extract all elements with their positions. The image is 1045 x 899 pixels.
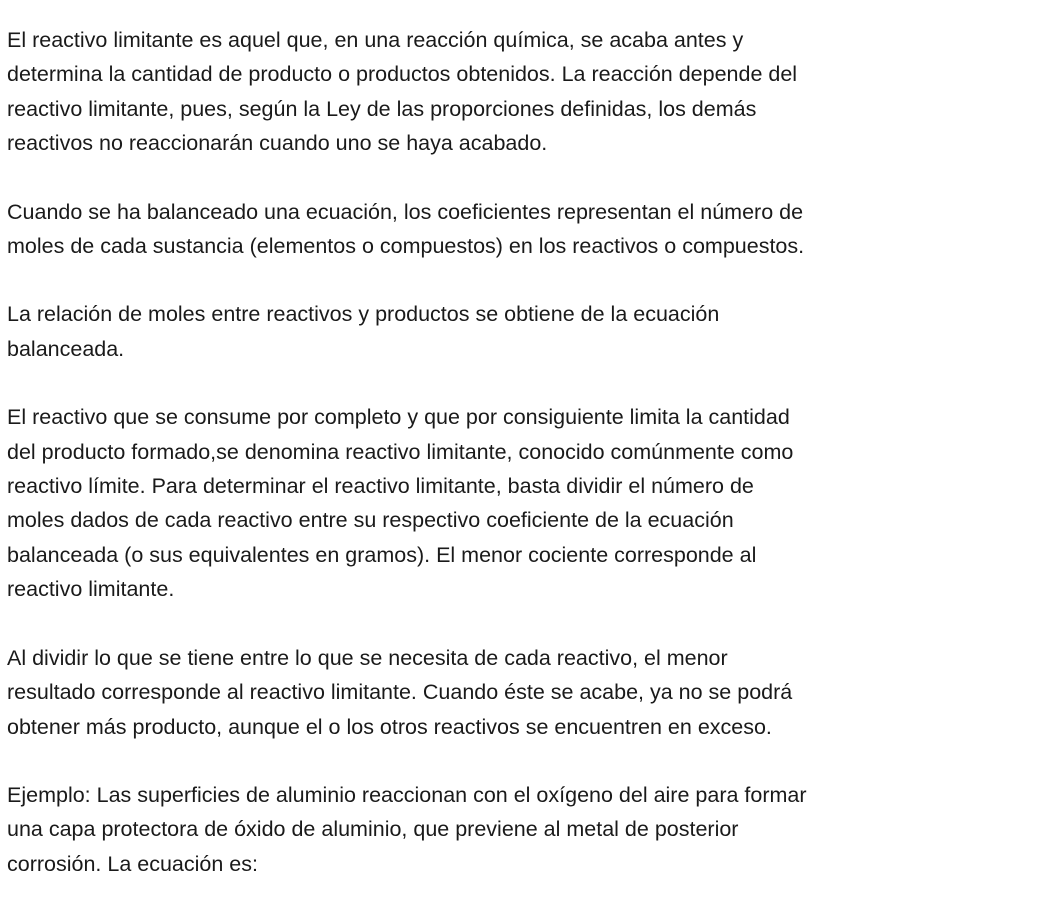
text-line: reactivo limitante, pues, según la Ley de las proporciones definidas, los demás	[7, 96, 757, 121]
paragraph-balanced-equation-coefficients	[7, 195, 1025, 264]
text-line: El reactivo que se consume por completo y que por consiguiente limita la cantidad	[7, 405, 790, 430]
text-line: Al dividir lo que se tiene entre lo que se necesita de cada reactivo, el menor	[7, 645, 728, 670]
text-line: reactivo limitante.	[7, 577, 175, 602]
paragraph-aluminum-example	[7, 778, 1025, 881]
text-line: una capa protectora de óxido de aluminio, que previene al metal de posterior	[7, 817, 739, 842]
text-line: moles de cada sustancia (elementos o compuestos) en los reactivos o compuestos.	[7, 234, 805, 259]
paragraph-mole-ratio	[7, 297, 1025, 366]
text-line: El reactivo limitante es aquel que, en una reacción química, se acaba antes y	[7, 28, 744, 52]
text-line: del producto formado,se denomina reactivo limitante, conocido comúnmente como	[7, 439, 794, 464]
paragraph-determining-limiting-reagent	[7, 400, 1025, 606]
text-line: reactivo límite. Para determinar el reactivo limitante, basta dividir el número de	[7, 474, 754, 499]
text-line: Ejemplo: Las superficies de aluminio reaccionan con el oxígeno del aire para formar	[7, 782, 807, 807]
text-line: Cuando se ha balanceado una ecuación, los coeficientes representan el número de	[7, 199, 804, 224]
text-line: resultado corresponde al reactivo limitante. Cuando éste se acabe, ya no se podrá	[7, 680, 793, 705]
text-line: La relación de moles entre reactivos y productos se obtiene de la ecuación	[7, 302, 720, 327]
text-line: balanceada (o sus equivalentes en gramos). El menor cociente corresponde al	[7, 542, 757, 567]
paragraph-division-rule	[7, 641, 1025, 744]
text-line: determina la cantidad de producto o productos obtenidos. La reacción depende del	[7, 62, 798, 87]
text-line: balanceada.	[7, 336, 125, 361]
text-line: obtener más producto, aunque el o los otros reactivos se encuentren en exceso.	[7, 714, 772, 739]
text-line: moles dados de cada reactivo entre su respectivo coeficiente de la ecuación	[7, 508, 734, 533]
paragraph-limiting-reagent-definition	[7, 23, 1025, 161]
text-line: reactivos no reaccionarán cuando uno se haya acabado.	[7, 131, 548, 156]
text-line: corrosión. La ecuación es:	[7, 851, 258, 876]
